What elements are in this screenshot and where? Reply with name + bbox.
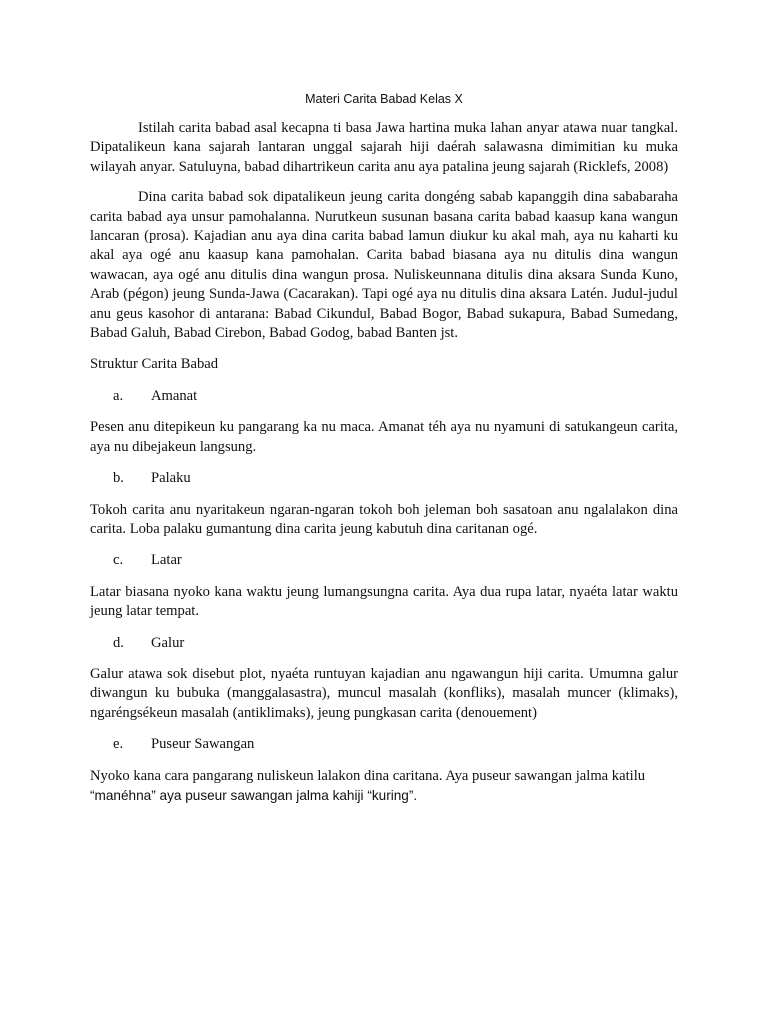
section-heading-amanat xyxy=(90,387,678,406)
section-heading-puseur-sawangan xyxy=(90,735,678,754)
section-text-palaku: Tokoh carita anu nyaritakeun ngaran-ngaran tokoh boh jeleman boh sasatoan anu ngalalakon dina carita. Loba palaku gumantung dina carita jeung kabutuh dina caritanan ogé. xyxy=(90,501,678,537)
section-text-line1: Nyoko kana cara pangarang nuliskeun lalakon dina caritana. Aya puseur sawangan jalma katilu xyxy=(90,767,646,784)
list-marker: c. xyxy=(113,552,124,569)
section-text-amanat: Pesen anu ditepikeun ku pangarang ka nu maca. Amanat téh aya nu nyamuni di satukangeun carita, aya nu dibejakeun langsung. xyxy=(90,419,678,455)
paragraph-intro: Istilah carita babad asal kecapna ti basa Jawa hartina muka lahan anyar atawa nuar tangkal. Dipatalikeun kana sajarah lantaran unggal sajarah hiji daérah salawasna dimimitian ku muka wilayah anyar. Satuluyna, babad dihartrikeun carita anu aya patalina jeung sajarah (Ricklefs, 2008) xyxy=(90,120,678,175)
document-title: Materi Carita Babad Kelas X xyxy=(305,92,463,106)
section-heading-palaku xyxy=(90,469,678,488)
section-heading-label: Latar xyxy=(151,552,182,569)
list-marker: a. xyxy=(113,387,124,404)
section-heading-latar xyxy=(90,551,678,570)
section-heading-label: Puseur Sawangan xyxy=(151,736,255,753)
list-marker: d. xyxy=(113,634,124,651)
section-text-galur: Galur atawa sok disebut plot, nyaéta runtuyan kajadian anu ngawangun hiji carita. Umumna galur diwangun ku bubuka (manggalasastra), muncul masalah (konfliks), masalah muncer (klimaks), ngaréngsékeun masalah (antiklimaks), jeung pungkasan carita (denouement) xyxy=(90,665,678,721)
section-text-line2: “manéhna” aya puseur sawangan jalma kahiji “kuring”. xyxy=(90,787,418,803)
section-heading-galur xyxy=(90,634,678,653)
section-heading-label: Palaku xyxy=(151,470,191,487)
list-marker: b. xyxy=(113,470,124,487)
struktur-heading: Struktur Carita Babad xyxy=(90,356,219,373)
section-text-latar: Latar biasana nyoko kana waktu jeung lumangsungna carita. Aya dua rupa latar, nyaéta latar waktu jeung latar tempat. xyxy=(90,583,678,620)
section-text-puseur-sawangan xyxy=(90,767,678,807)
paragraph-babad-dongeng: Dina carita babad sok dipatalikeun jeung carita dongéng sabab kapanggih dina sababaraha carita babad aya unsur pamohalanna. Nurutkeun susunan basana carita babad kaasup kana wangun lancaran (prosa). Kajadian anu aya dina carita babad lamun diukur ku akal mah, aya nu kaharti ku akal aya ogé anu kaasup kana pamohalan. Carita babad biasana aya nu ditulis dina wangun wawacan, aya ogé anu ditulis dina wangun prosa. Nuliskeunnana ditulis dina aksara Sunda Kuno, Arab (pégon) jeung Sunda-Jawa (Cacarakan). Tapi ogé aya nu ditulis dina aksara Latén. Judul-judul anu geus kasohor di antarana: Babad Cikundul, Babad Bogor, Babad sukapura, Babad Sumedang, Babad Galuh, Babad Cirebon, Babad Godog, babad Banten jst. xyxy=(90,189,678,342)
document-body xyxy=(90,119,678,806)
list-marker: e. xyxy=(113,736,124,753)
section-heading-label: Galur xyxy=(151,634,185,651)
section-heading-label: Amanat xyxy=(151,387,198,404)
